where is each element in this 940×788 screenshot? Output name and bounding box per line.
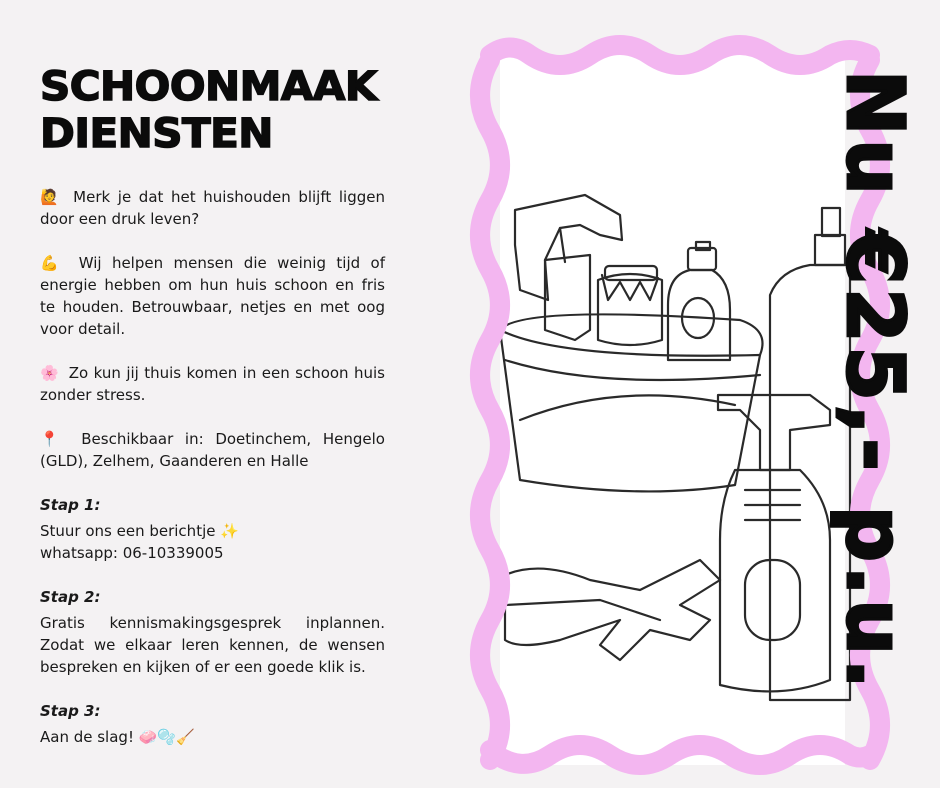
title-line-1: SCHOONMAAK <box>40 64 377 110</box>
price-label: Nu €25,- p.u. <box>829 70 919 693</box>
intro-paragraph: 🙋 Merk je dat het huishouden blijft liggen door een druk leven? <box>40 188 385 228</box>
step-text: Aan de slag! 🧼🫧🧹 <box>40 728 195 746</box>
step-text: Stuur ons een berichtje ✨ whatsapp: 06-10339005 <box>40 522 239 562</box>
raising-hand-icon: 🙋 <box>40 188 62 206</box>
intro-paragraph: 🌸 Zo kun jij thuis komen in een schoon huis zonder stress. <box>40 364 385 404</box>
intro-paragraph: 💪 Wij helpen mensen die weinig tijd of energie hebben om hun huis schoon en fris te houden. Betrouwbaar, netjes en met oog voor detail. <box>40 254 385 338</box>
flexed-arm-icon: 💪 <box>40 254 65 272</box>
step-text: Gratis kennismakingsgesprek inplannen. Zodat we elkaar leren kennen, de wensen bespreken en kijken of er een goede klik is. <box>40 614 385 676</box>
step-title: Stap 2: <box>40 588 101 606</box>
title-line-2: DIENSTEN <box>40 111 273 157</box>
location-pin-icon: 📍 <box>40 430 66 448</box>
step-title: Stap 3: <box>40 702 101 720</box>
step-title: Stap 1: <box>40 496 101 514</box>
whatsapp-number: whatsapp: 06-10339005 <box>40 544 224 562</box>
blossom-icon: 🌸 <box>40 364 60 382</box>
intro-paragraph: 📍 Beschikbaar in: Doetinchem, Hengelo (GLD), Zelhem, Gaanderen en Halle <box>40 430 385 470</box>
